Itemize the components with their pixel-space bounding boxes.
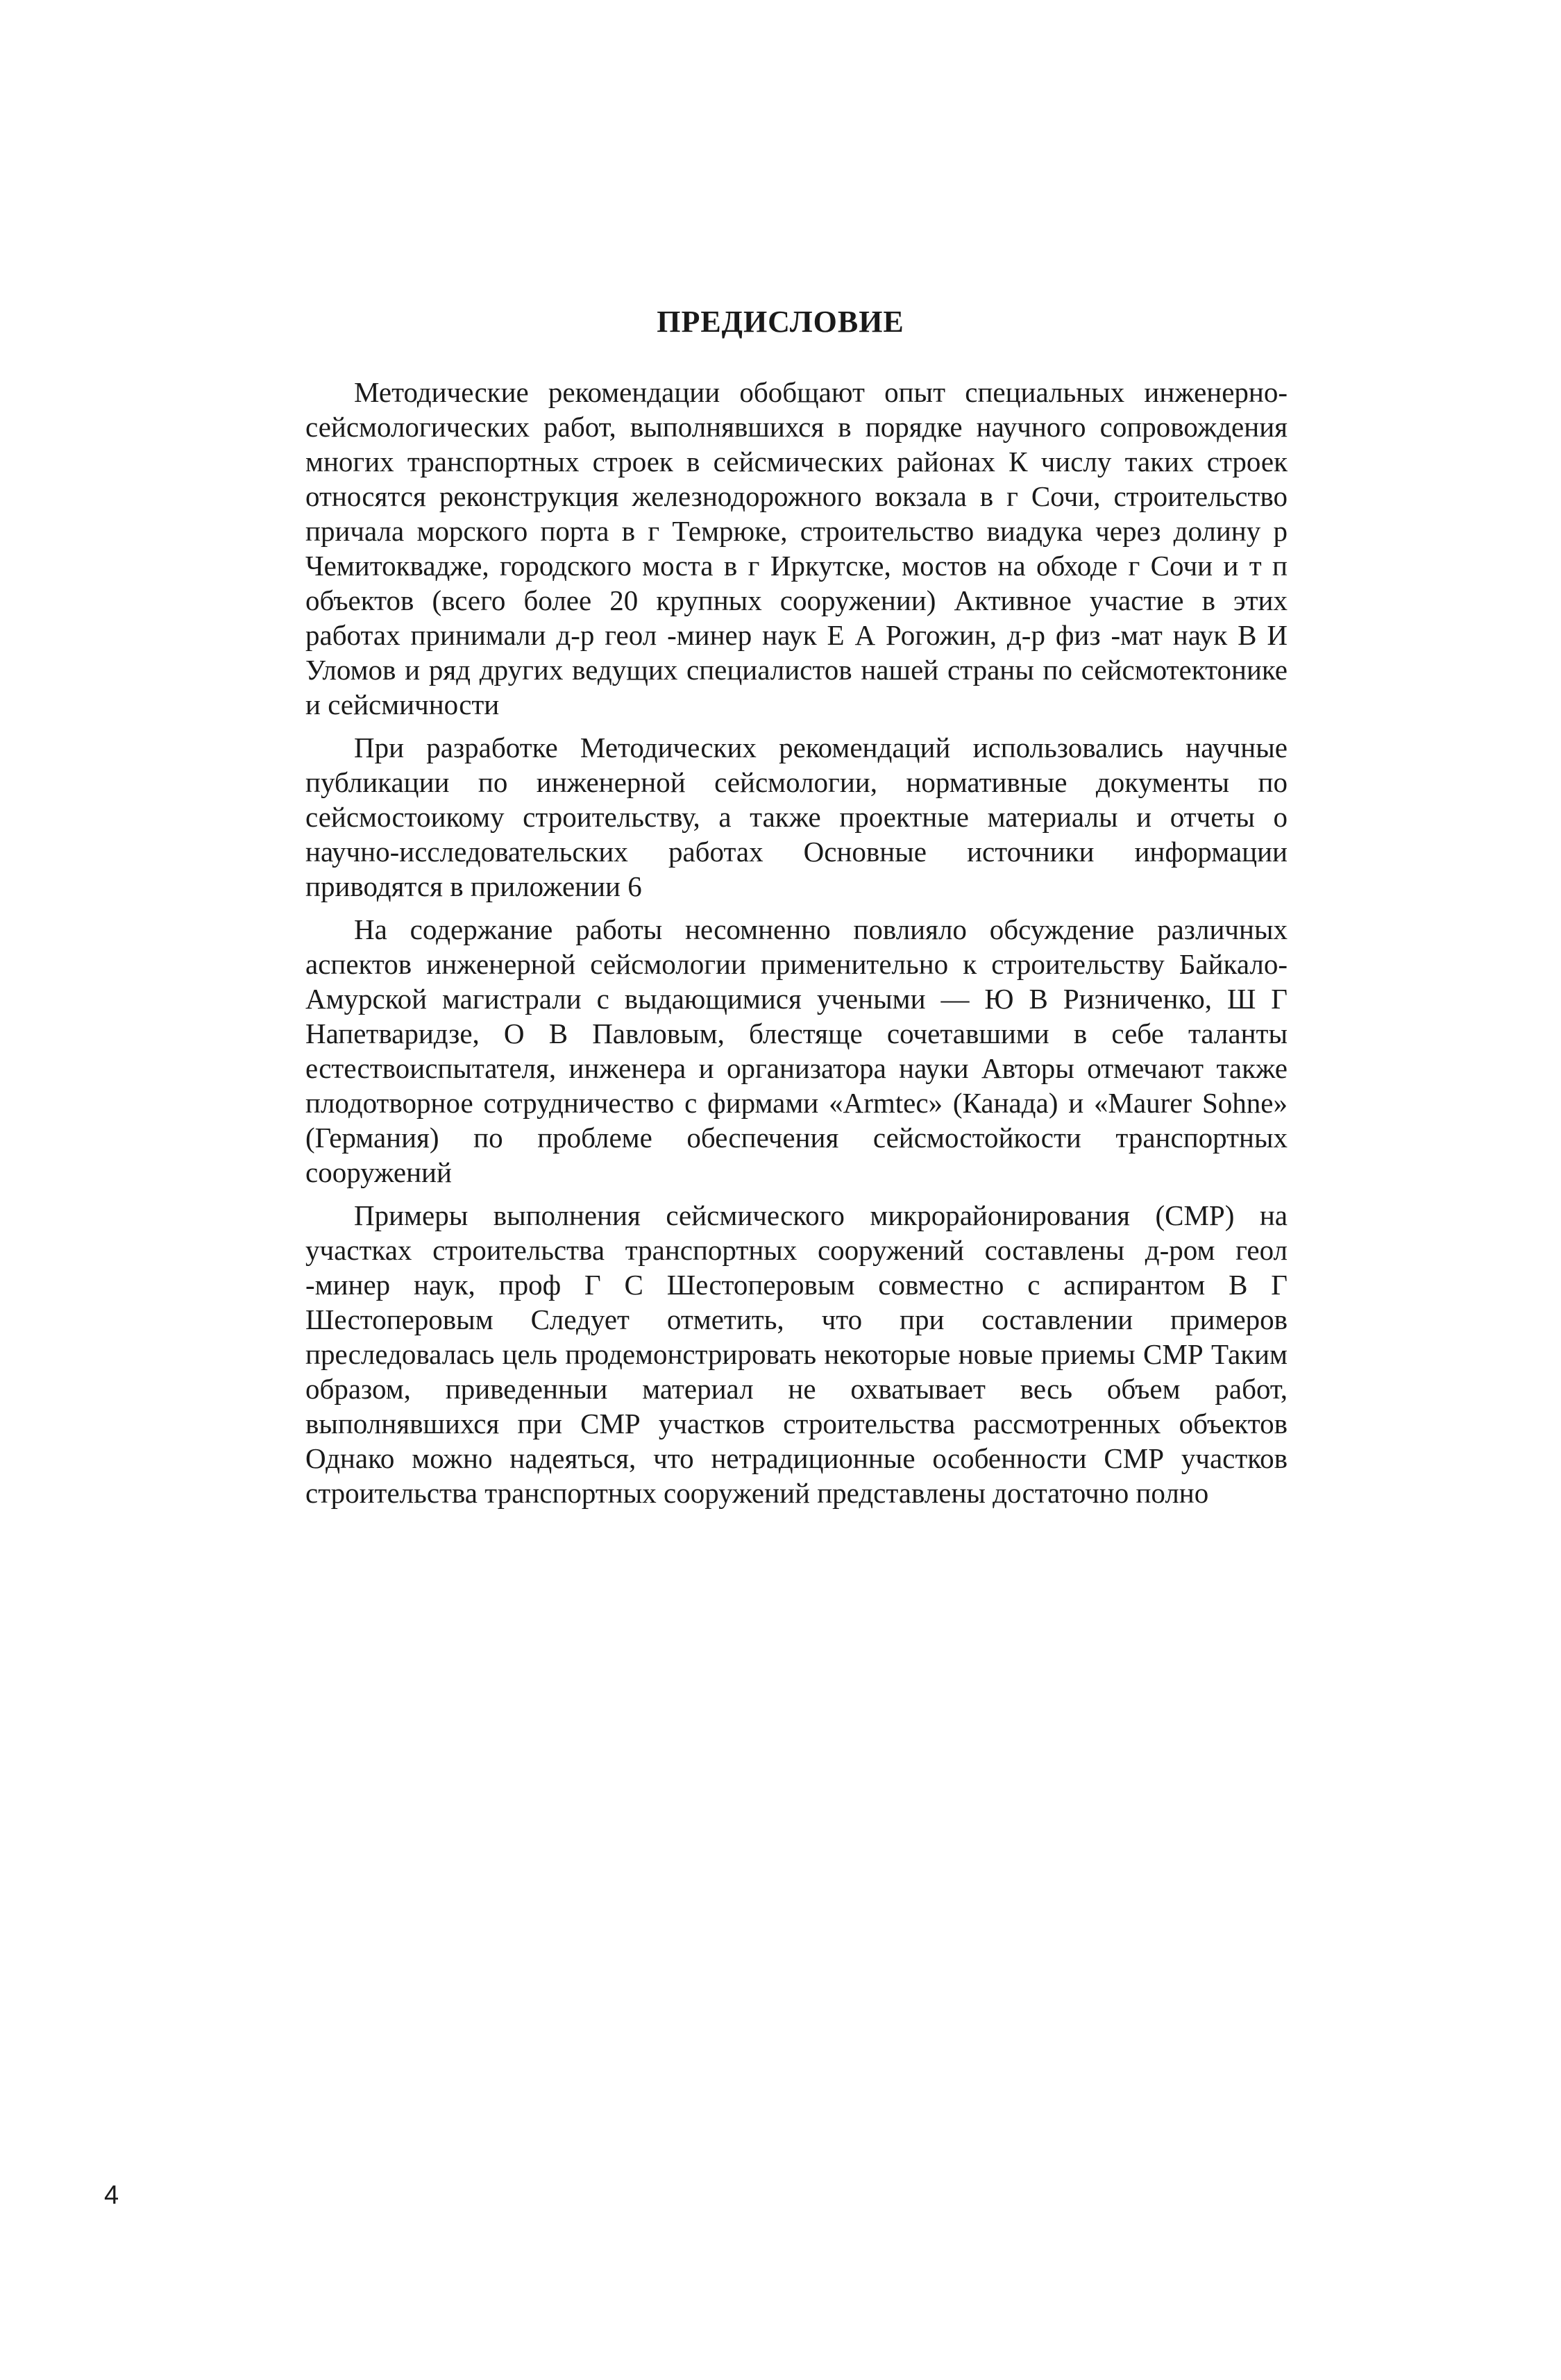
page-number: 4 [104,2181,119,2210]
paragraph-4: Примеры выполнения сейсмического микрорайонирования (СМР) на участках строительства транспортных сооружений составлены д-ром геол -минер наук, проф Г С Шестоперовым совместно с аспирантом В Г Шестоперовым Следует отметить, что при составлении примеров преследовалась цель продемонстрировать некоторые новые приемы СМР Таким образом, приведенныи материал не охватывает весь объем работ, выполнявшихся при СМР участков строительства рассмотренных объектов Однако можно надеяться, что нетрадиционные особенности СМР участков строительства транспортных сооружений представлены достаточно полно [305,1199,1288,1509]
paragraph-3: На содержание работы несомненно повлияло обсуждение различных аспектов инженерной сейсмологии применительно к строительству Байкало-Амурской магистрали с выдающимися учеными — Ю В Ризниченко, Ш Г Напетваридзе, О В Павловым, блестяще сочетавшими в себе таланты естествоиспытателя, инженера и организатора науки Авторы отмечают также плодотворное сотрудничество с фирмами «Armtec» (Канада) и «Maurer Sohne» (Германия) по проблеме обеспечения сейсмостойкости транспортных сооружений [305,913,1288,1188]
paragraph-2: При разработке Методических рекомендаций использовались научные публикации по инженерной сейсмологии, нормативные документы по сейсмостоикому строительству, а также проектные материалы и отчеты о научно-исследовательских работах Основные источники информации приводятся в приложении 6 [305,732,1288,902]
body-text [305,375,1288,1519]
page-title: ПРЕДИСЛОВИЕ [657,305,904,339]
paragraph-1: Методические рекомендации обобщают опыт специальных инженерно-сейсмологических работ, выполнявшихся в порядке научного сопровождения многих транспортных строек в сейсмических районах К числу таких строек относятся реконструкция железнодорожного вокзала в г Сочи, строительство причала морского порта в г Темрюке, строительство виадука через долину р Чемитоквадже, городского моста в г Иркутске, мостов на обходе г Сочи и т п объектов (всего более 20 крупных сооружении) Активное участие в этих работах принимали д-р геол -минер наук Е А Рогожин, д-р физ -мат наук В И Уломов и ряд других ведущих специалистов нашей страны по сейсмотектонике и сейсмичности [305,376,1288,720]
